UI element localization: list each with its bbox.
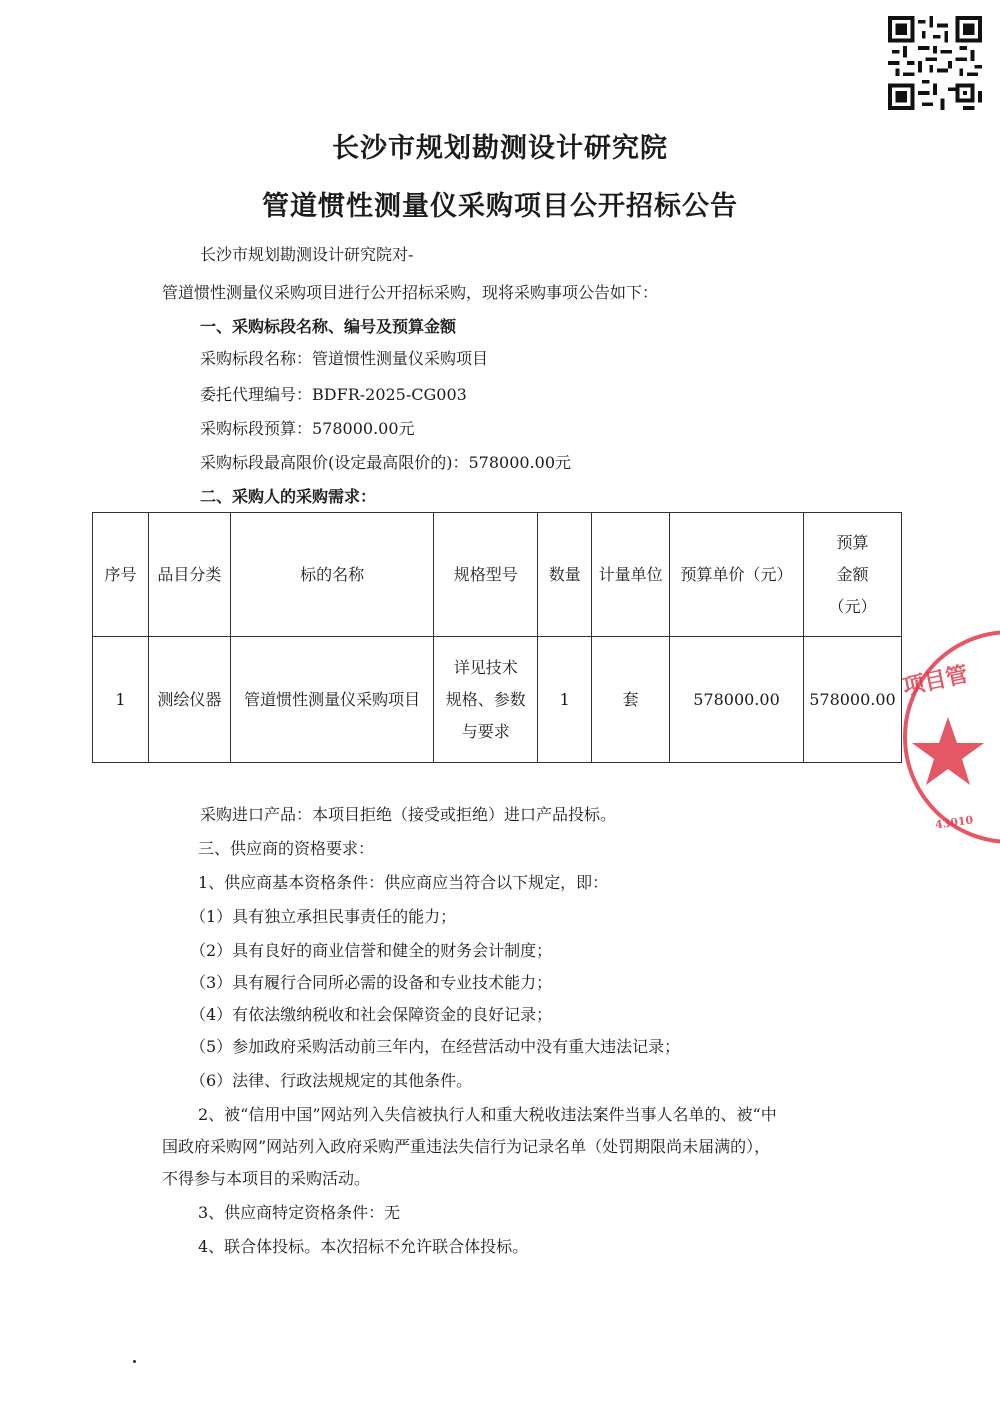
cell-name: 管道惯性测量仪采购项目 [230, 637, 434, 763]
page-subtitle: 管道惯性测量仪采购项目公开招标公告 [262, 191, 738, 222]
requirement-item: （1）具有独立承担民事责任的能力； [190, 907, 457, 926]
requirement-2-line-1: 2、被“信用中国”网站列入失信被执行人和重大税收违法案件当事人名单的、被“中 [198, 1105, 777, 1124]
spec-line: 详见技术 [453, 657, 518, 677]
section-1-budget: 采购标段预算：578000.00元 [200, 419, 415, 438]
requirement-2-line-2: 国政府采购网”网站列入政府采购严重违法失信行为记录名单（处罚期限尚未届满的）， [162, 1137, 771, 1156]
section-1-heading: 一、采购标段名称、编号及预算金额 [200, 317, 457, 336]
intro-line-2: 管道惯性测量仪采购项目进行公开招标采购，现将采购事项公告如下： [162, 283, 659, 302]
scan-dot [133, 1360, 136, 1363]
cell-amount: 578000.00 [803, 637, 901, 763]
cell-unit: 套 [592, 637, 670, 763]
cell-unit-price: 578000.00 [670, 637, 804, 763]
header-cell: 数量 [538, 513, 592, 637]
cell-no: 1 [93, 637, 149, 763]
header-cell: 标的名称 [230, 513, 434, 637]
requirement-3: 3、供应商特定资格条件：无 [198, 1203, 401, 1222]
section-2-heading: 二、采购人的采购需求： [200, 487, 377, 506]
section-3-heading: 三、供应商的资格要求： [198, 839, 375, 858]
section-1-code: 委托代理编号：BDFR-2025-CG003 [200, 385, 467, 404]
import-note: 采购进口产品：本项目拒绝（接受或拒绝）进口产品投标。 [200, 805, 617, 824]
page-title: 长沙市规划勘测设计研究院 [332, 133, 668, 164]
requirement-4: 4、联合体投标。本次招标不允许联合体投标。 [198, 1237, 529, 1256]
seal-code: 43010 [934, 813, 974, 832]
seal-stamp-icon [860, 625, 1000, 850]
section-1-name: 采购标段名称：管道惯性测量仪采购项目 [200, 349, 489, 368]
header-line: （元） [828, 596, 877, 616]
requirement-item: （4）有依法缴纳税收和社会保障资金的良好记录； [190, 1005, 553, 1024]
spec-line: 规格、参数 [445, 689, 526, 709]
procurement-table [92, 512, 902, 763]
table-row [93, 637, 902, 763]
header-line: 金额 [836, 564, 869, 584]
header-cell: 品目分类 [148, 513, 230, 637]
header-cell: 序号 [93, 513, 149, 637]
header-cell: 规格型号 [434, 513, 538, 637]
cell-spec [434, 637, 538, 763]
qr-code-icon [888, 16, 982, 110]
section-1-max-price: 采购标段最高限价(设定最高限价的)：578000.00元 [200, 453, 572, 472]
header-cell: 计量单位 [592, 513, 670, 637]
header-line: 预算 [836, 532, 869, 552]
intro-line-1: 长沙市规划勘测设计研究院对- [200, 245, 414, 264]
requirement-1: 1、供应商基本资格条件：供应商应当符合以下规定，即： [198, 873, 609, 892]
header-cell-amount [803, 513, 901, 637]
seal-text: 项目管 [900, 661, 971, 701]
spec-line: 与要求 [461, 721, 510, 741]
table-header-row [93, 513, 902, 637]
requirement-item: （6）法律、行政法规规定的其他条件。 [190, 1071, 473, 1090]
requirement-item: （3）具有履行合同所必需的设备和专业技术能力； [190, 973, 553, 992]
requirement-item: （2）具有良好的商业信誉和健全的财务会计制度； [190, 941, 553, 960]
header-cell: 预算单价（元） [670, 513, 804, 637]
cell-category: 测绘仪器 [148, 637, 230, 763]
cell-qty: 1 [538, 637, 592, 763]
requirement-2-line-3: 不得参与本项目的采购活动。 [162, 1169, 371, 1188]
requirement-item: （5）参加政府采购活动前三年内，在经营活动中没有重大违法记录； [190, 1037, 681, 1056]
